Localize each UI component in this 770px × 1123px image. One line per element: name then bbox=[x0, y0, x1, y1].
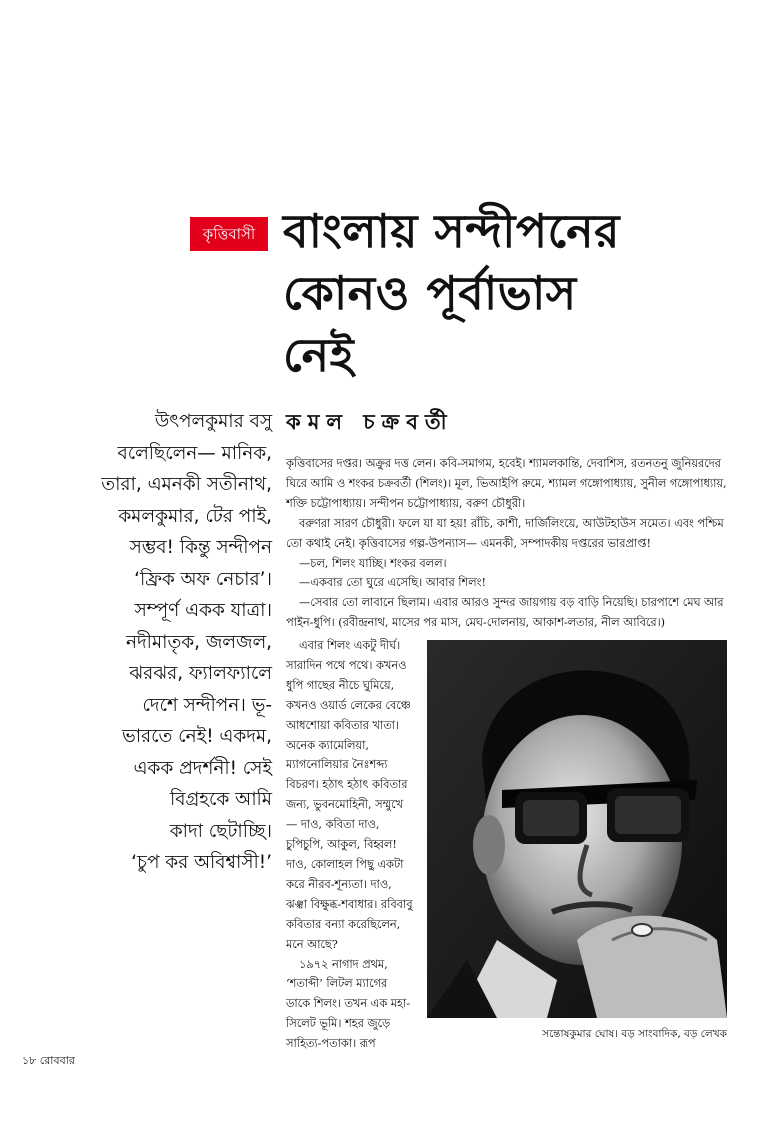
pull-quote-line: বলেছিলেন— মানিক, bbox=[117, 442, 272, 464]
headline bbox=[283, 200, 753, 386]
body-paragraph: ১৯৭২ নাগাদ প্রথম, ‘শতাব্দী’ লিটল ম্যাগের ডাকে শিলং। তখন এক মহা-সিলেট ভূমি। শহর জুড়ে সাহিত্য-পতাকা। রূপ bbox=[286, 957, 411, 1051]
pull-quote-line: তারা, এমনকী সতীনাথ, bbox=[101, 474, 272, 495]
pull-quote-line: ঝরঝর, ফ্যালফ্যালে bbox=[129, 663, 272, 684]
body-paragraph: বরুণরা সারণ চৌধুরী। ফলে যা যা হয়! রাঁচি, কাশী, দার্জিলিংয়ে, আউটহাউস সমেত। এবং পশ্চিম তো কথাই নেই। কৃত্তিবাসের গল্প-উপন্যাস— এমনকী, সম্পাদকীয় দপ্তরের ভারপ্রাপ্ত! bbox=[286, 516, 724, 550]
headline-line: কোনও পূর্বাভাস bbox=[283, 266, 577, 320]
pull-quote-line: উৎপলকুমার বসু bbox=[154, 411, 272, 432]
pull-quote-line: কাদা ছেটাচ্ছি। bbox=[169, 820, 272, 842]
pull-quote-line: কমলকুমার, টের পাই, bbox=[118, 505, 272, 527]
body-paragraph: —চল, শিলং যাচ্ছি। শংকর বলল। bbox=[299, 556, 447, 570]
pull-quote-line: দেশে সন্দীপন। ভূ- bbox=[142, 694, 272, 716]
body-paragraph: কৃত্তিবাসের দপ্তর। অক্রুর দত্ত লেন। কবি-সমাগম, হবেই। শ্যামলকান্তি, দেবাশিস, রতনতনু জুনিয়রদের ঘিরে আমি ও শংকর চক্রবর্তী (শিলং)। মূল, ভিআইপি রুমে, শ্যামল গঙ্গোপাধ্যায়, সুনীল গঙ্গোপাধ্যায়, শক্তি চট্টোপাধ্যায়। সন্দীপন চট্টোপাধ্যায়, বরুণ চৌধুরী। bbox=[286, 457, 727, 510]
author-byline: কমল চক্রবর্তী bbox=[286, 410, 454, 434]
pull-quote-line: সম্পূর্ণ একক যাত্রা। bbox=[134, 600, 272, 621]
portrait-illustration bbox=[427, 640, 727, 1018]
headline-line: বাংলায় সন্দীপনের bbox=[283, 204, 620, 258]
photo-caption: সন্তোষকুমার ঘোষ। বড় সাংবাদিক, বড় লেখক bbox=[542, 1028, 727, 1040]
pull-quote-line: সম্ভব! কিন্তু সন্দীপন bbox=[129, 537, 272, 558]
pull-quote-line: ‘ফ্রিক অফ নেচার’। bbox=[134, 568, 272, 590]
article-body-column bbox=[286, 636, 414, 1054]
pull-quote bbox=[70, 406, 272, 879]
body-paragraph: —একবার তো ঘুরে এসেছি। আবার শিলং! bbox=[299, 576, 486, 590]
headline-line: নেই bbox=[283, 328, 355, 382]
portrait-photo bbox=[427, 640, 727, 1018]
body-paragraph: এবার শিলং একটু দীর্ঘ। সারাদিন পথে পথে। কখনও ধুপি গাছের নীচে ঘুমিয়ে, কখনও ওয়ার্ড লেকের বেঞ্চে আধশোয়া কবিতার খাতা। অনেক ক্যামেলিয়া, ম্যাগনোলিয়ার নৈঃশব্দ্য বিচরণ। হঠাৎ হঠাৎ কবিতার জন্য, ভুবনমোহিনী, সম্মুখে— দাও, কবিতা দাও, চুপিচুপি, আকুল, বিহ্বল! দাও, কোলাহল পিছু একটা করে নীরব-শূন্যতা। দাও, ঝঞ্ঝা বিক্ষুব্ধ-শবাধার। রবিবাবু কবিতার বন্যা করেছিলেন, মনে আছে? bbox=[286, 639, 413, 951]
page-folio: ১৮ রোববার bbox=[22, 1054, 75, 1067]
body-paragraph: —সেবার তো লাবানে ছিলাম। এবার আরও সুন্দর জায়গায় বড় বাড়ি নিয়েছি। চারপাশে মেঘ আর পাইন-ধুপি। (রবীন্দ্রনাথ, মাসের পর মাস, মেঘ-দোলনায়, আকাশ-লতার, নীল আবিরে।) bbox=[286, 596, 724, 630]
pull-quote-line: বিগ্রহকে আমি bbox=[170, 789, 272, 810]
pull-quote-line: একক প্রদর্শনী! সেই bbox=[133, 757, 272, 779]
pull-quote-line: ভারতে নেই! একদম, bbox=[122, 726, 272, 747]
pull-quote-line: ‘চুপ কর অবিশ্বাসী!’ bbox=[131, 852, 272, 873]
article-body-top bbox=[286, 454, 728, 633]
section-tag: কৃত্তিবাসী bbox=[190, 217, 268, 251]
pull-quote-line: নদীমাতৃক, জলজল, bbox=[126, 631, 272, 653]
